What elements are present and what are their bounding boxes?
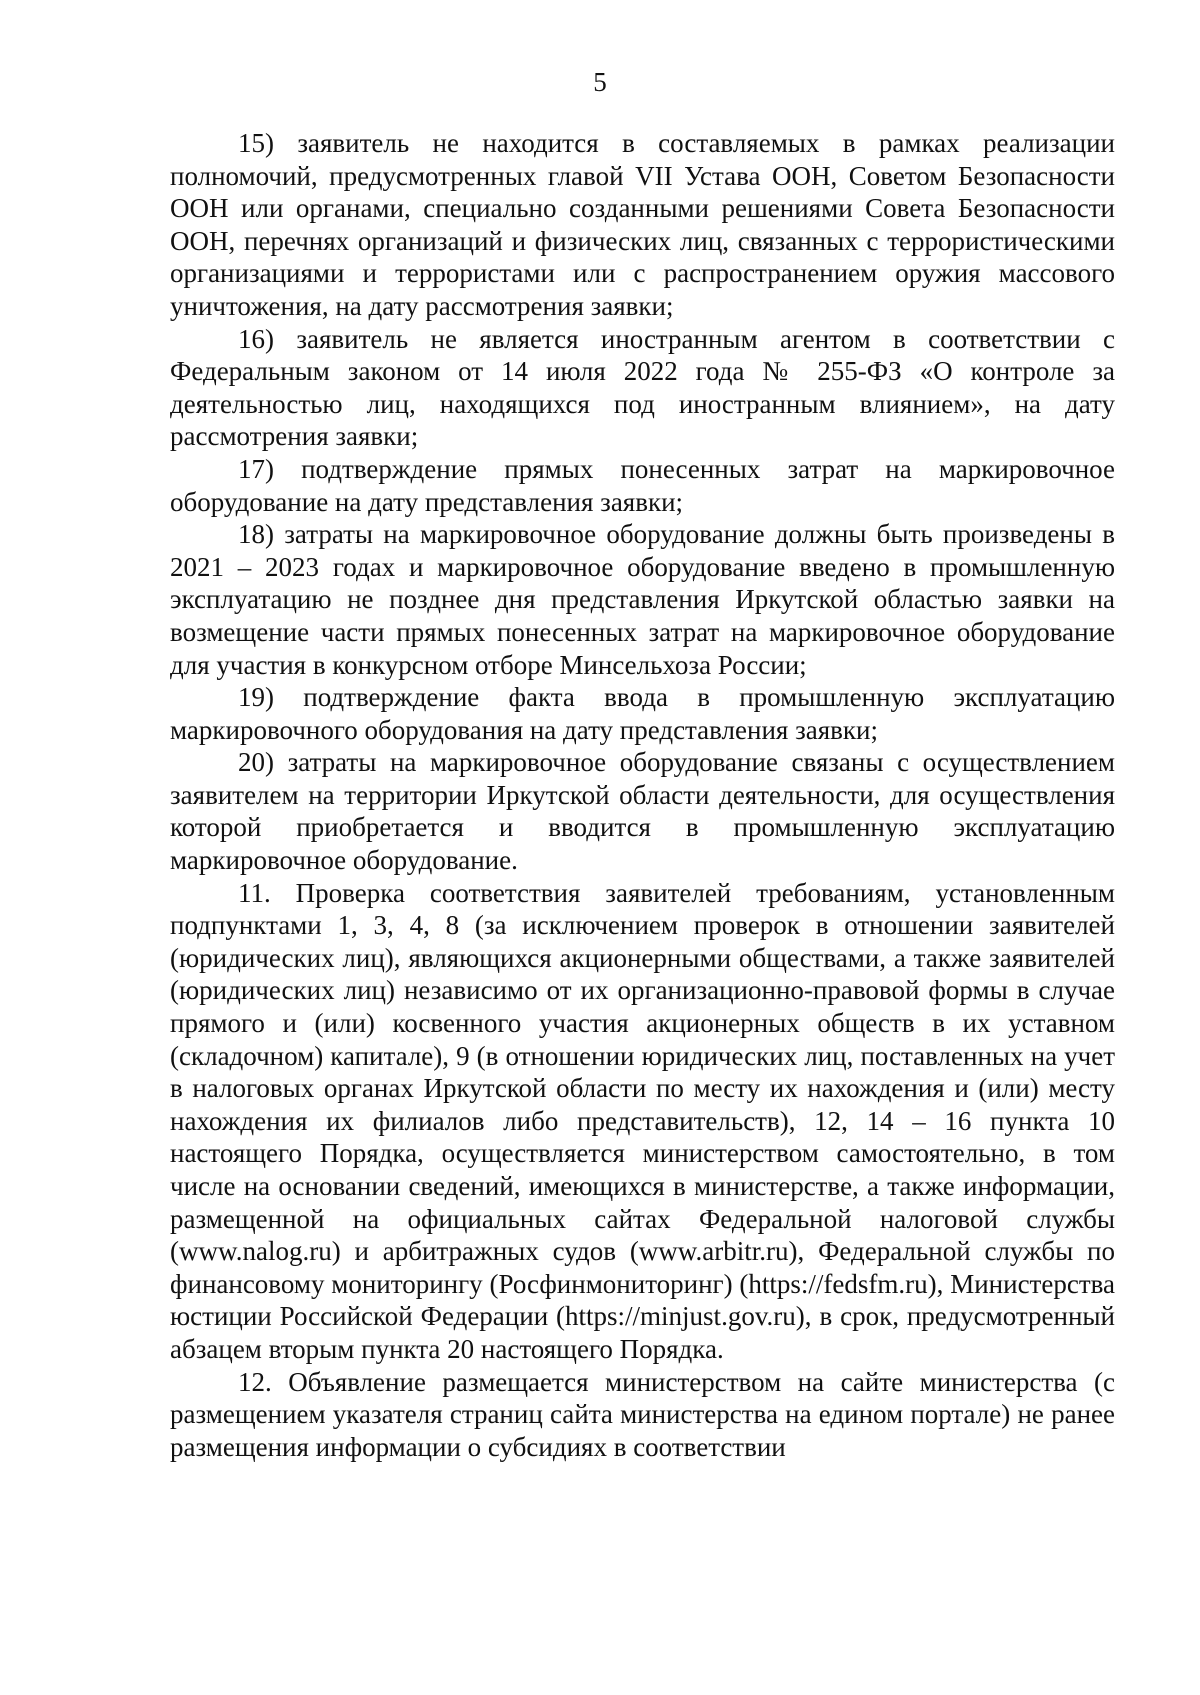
paragraph-item-19: 19) подтверждение факта ввода в промышленную эксплуатацию маркировочного оборудования на дату представления заявки; [170,682,1115,745]
paragraph-item-20: 20) затраты на маркировочное оборудование связаны с осуществлением заявителем на территории Иркутской области деятельности, для осуществления которой приобретается и вводится в промышленную эксплуатацию маркировочное оборудование. [170,747,1115,876]
paragraph-item-18: 18) затраты на маркировочное оборудование должны быть произведены в 2021 – 2023 годах и маркировочное оборудование введено в промышленную эксплуатацию не позднее дня представления Иркутской областью заявки на возмещение части прямых понесенных затрат на маркировочное оборудование для участия в конкурсном отборе Минсельхоза России; [170,519,1115,680]
paragraph-clause-11: 11. Проверка соответствия заявителей требованиям, установленным подпунктами 1, 3, 4, 8 (за исключением проверок в отношении заявителей (юридических лиц), являющихся акционерными обществами, а также заявителей (юридических лиц) независимо от их организационно-правовой формы в случае прямого и (или) косвенного участия акционерных обществ в их уставном (складочном) капитале), 9 (в отношении юридических лиц, поставленных на учет в налоговых органах Иркутской области по месту их нахождения и (или) месту нахождения их филиалов либо представительств), 12, 14 – 16 пункта 10 настоящего Порядка, осуществляется министерством самостоятельно, в том числе на основании сведений, имеющихся в министерстве, а также информации, размещенной на официальных сайтах Федеральной налоговой службы (www.nalog.ru) и арбитражных судов (www.arbitr.ru), Федеральной службы по финансовому мониторингу (Росфинмониторинг) (https://fedsfm.ru), Министерства юстиции Российской Федерации (https://minjust.gov.ru), в срок, предусмотренный абзацем вторым пункта 20 настоящего Порядка. [170,877,1115,1364]
document-body [170,127,1115,1463]
page-number: 5 [593,67,607,97]
paragraph-item-17: 17) подтверждение прямых понесенных затрат на маркировочное оборудование на дату представления заявки; [170,453,1115,517]
paragraph-clause-12: 12. Объявление размещается министерством на сайте министерства (с размещением указателя страниц сайта министерства на едином портале) не ранее размещения информации о субсидиях в соответствии [170,1366,1115,1462]
paragraph-item-16: 16) заявитель не является иностранным агентом в соответствии с Федеральным законом от 14 июля 2022 года № 255-ФЗ «О контроле за деятельностью лиц, находящихся под иностранным влиянием», на дату рассмотрения заявки; [170,323,1115,452]
paragraph-item-15: 15) заявитель не находится в составляемых в рамках реализации полномочий, предусмотренных главой VII Устава ООН, Советом Безопасности ООН или органами, специально созданными решениями Совета Безопасности ООН, перечнях организаций и физических лиц, связанных с террористическими организациями и террористами или с распространением оружия массового уничтожения, на дату рассмотрения заявки; [170,128,1115,321]
